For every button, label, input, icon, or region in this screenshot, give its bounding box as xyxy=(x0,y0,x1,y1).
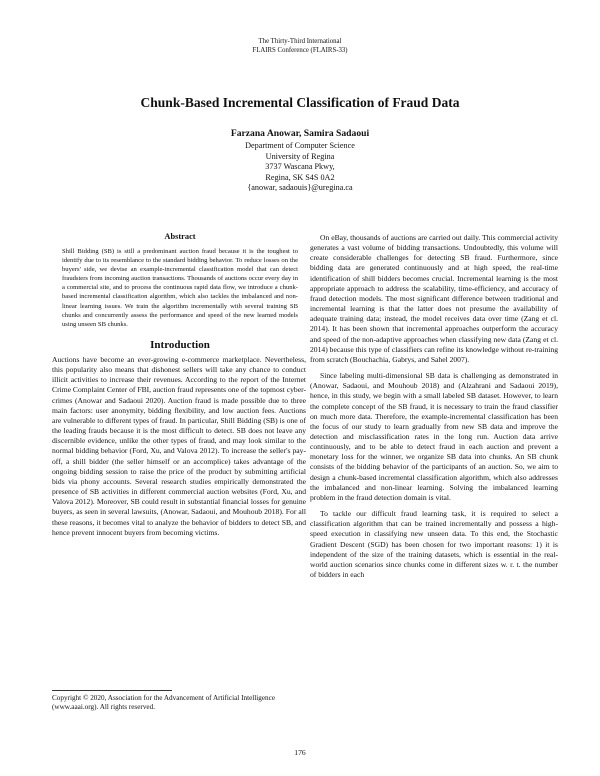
right-paragraph-3: To tackle our difficult fraud learning task, it is required to select a classification algorithm that can be trained incrementally and possess a high-speed execution in classifying new unseen data. To this end, the Stochastic Gradient Descent (SGD) has been chosen for two important reasons: 1) it is independent of the size of the training datasets, which is essential in the real-world auction scenarios since chunks come in different sizes w. r. t. the number of bidders in each xyxy=(310,509,558,579)
conference-line-1: The Thirty-Third International xyxy=(258,38,342,45)
page-number: 176 xyxy=(294,748,306,757)
right-paragraph-1: On eBay, thousands of auctions are carried out daily. This commercial activity generates a vast volume of bidding transactions. Undoubtedly, this volume will create considerable challenges for detecting SB fraud. Furthermore, since bidding data are generated continuously and at high speed, the real-time identification of shill bidders becomes crucial. Incremental learning is the most appropriate approach to address the scalability, time-efficiency, and accuracy of fraud detection models. The most significant difference between traditional and incremental learning is that the latter does not presume the availability of adequate training data; instead, the model receives data over time (Zang et cl. 2014). It has been shown that incremental approaches outperform the accuracy and speed of the non-adaptive approaches when classifying new data (Zang et cl. 2014) because this type of classifiers can refine its knowledge without re-training from scratch (Bouchachia, Gabrys, and Sahel 2007). xyxy=(310,233,558,364)
conference-line-2: FLAIRS Conference (FLAIRS-33) xyxy=(252,47,348,54)
abstract-heading: Abstract xyxy=(164,232,196,241)
paper-title: Chunk-Based Incremental Classification of Fraud Data xyxy=(140,95,460,110)
copyright-notice: Copyright © 2020, Association for the Advancement of Artificial Intelligence (www.aaai.org). All rights reserved. xyxy=(52,694,276,712)
right-paragraph-2: Since labeling multi-dimensional SB data is challenging as demonstrated in (Anowar, Sadaoui, and Mouhoub 2018) and (Alzahrani and Sadaoui 2019), hence, in this study, we begin with a small labeled SB dataset. However, to learn the complete concept of the SB fraud, it is necessary to train the fraud classifier on much more data. Therefore, the example-incremental classification has been the focus of our study to learn gradually from new SB data and improve the detection and misclassification rates in the long run. Auction data arrive continuously, and to be able to detect fraud in each auction and prevent a monetary loss for the winner, we organize SB data into chunks. An SB chunk consists of the bidding behavior of the participants of an auction. So, we aim to design a chunk-based incremental classification algorithm, which also addresses the imbalanced and non-linear learning. Solving the imbalanced learning problem in the fraud detection domain is vital. xyxy=(310,371,558,502)
affiliation-city: Regina, SK S4S 0A2 xyxy=(265,172,335,182)
affiliation-university: University of Regina xyxy=(265,151,335,161)
right-column xyxy=(310,233,558,586)
footnote-rule xyxy=(52,690,172,691)
affiliation-department: Department of Computer Science xyxy=(245,141,355,150)
affiliation-street: 3737 Wascana Pkwy, xyxy=(265,162,335,171)
abstract-text: Shill Bidding (SB) is still a predominant auction fraud because it is the toughest to identify due to its resemblance to the standard bidding behavior. To reduce losses on the buyers' side, we devise an example-incremental classification model that can detect fraudsters from incoming auction transactions. Thousands of auctions occur every day in a commercial site, and to process the continuous rapid data flow, we introduce a chunk-based incremental classification algorithm, which also tackles the imbalanced and non-linear learning issues. We train the algorithm incrementally with several training SB chunks and concurrently assess the performance and speed of the new learned models using unseen SB chunks. xyxy=(62,248,298,328)
introduction-heading: Introduction xyxy=(150,339,210,351)
introduction-text: Auctions have become an ever-growing e-commerce marketplace. Nevertheless, this popularity also means that dishonest sellers will take any chance to conduct illicit activities to increase their revenues. According to the report of the Internet Crime Complaint Center of FBI, auction fraud represents one of the topmost cyber-crimes (Anowar and Sadaoui 2020). Auction fraud is made possible due to three main factors: user anonymity, bidding flexibility, and low auction fees. Auctions are vulnerable to different types of fraud. In particular, Shill Bidding (SB) is one of the leading frauds because it is the most difficult to detect. SB does not leave any discernible evidence, unlike the other types of fraud, and may look similar to the normal bidding behavior (Ford, Xu, and Valova 2012). To increase the seller's pay-off, a shill bidder (the seller himself or an accomplice) takes advantage of the ongoing bidding session to raise the price of the product by submitting artificial bids via phony accounts. Several research studies empirically demonstrated the presence of SB activities in different commercial auction websites (Ford, Xu, and Valova 2012). Moreover, SB could result in substantial financial losses for genuine buyers, as seen in several lawsuits, (Anowar, Sadaoui, and Mouhoub 2018). For all these reasons, it becomes vital to analyze the behavior of bidders to detect SB, and hence prevent innocent buyers from becoming victims. xyxy=(52,355,306,537)
paper-authors: Farzana Anowar, Samira Sadaoui xyxy=(230,128,370,139)
affiliation-email: {anowar, sadaouis}@uregina.ca xyxy=(247,183,353,192)
author-affiliation xyxy=(0,141,600,194)
conference-header xyxy=(0,37,600,55)
